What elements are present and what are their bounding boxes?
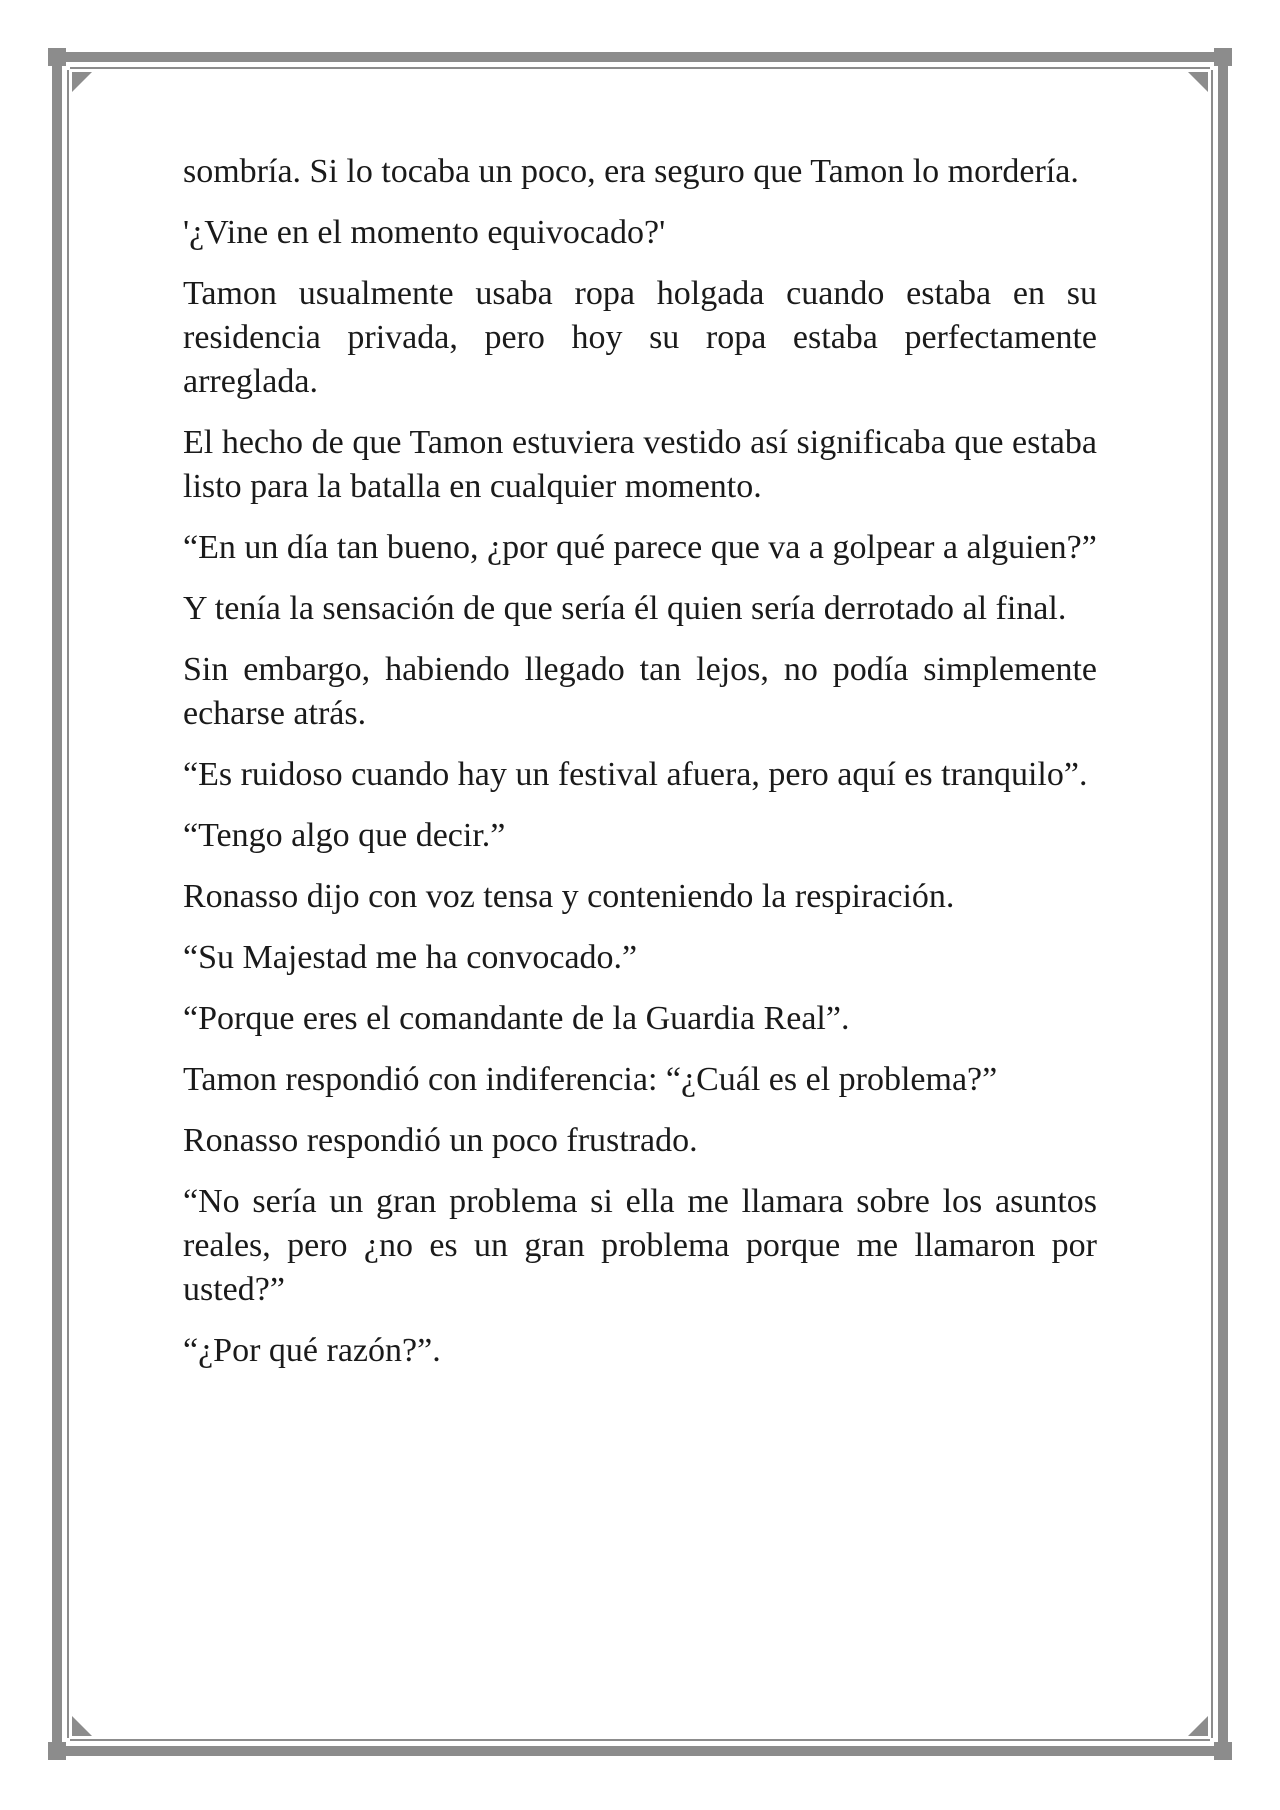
page-text: [183, 150, 1097, 1390]
corner-triangle-icon: [72, 72, 92, 92]
paragraph: sombría. Si lo tocaba un poco, era seguro que Tamon lo mordería.: [183, 153, 1079, 190]
corner-triangle-icon: [1188, 1716, 1208, 1736]
paragraph: Tamon respondió con indiferencia: “¿Cuál es el problema?”: [183, 1061, 998, 1098]
corner-square-bottom-right: [1214, 1742, 1232, 1760]
paragraph: “Es ruidoso cuando hay un festival afuera, pero aquí es tranquilo”.: [183, 756, 1088, 793]
paragraph: El hecho de que Tamon estuviera vestido así significaba que estaba listo para la batalla en cualquier momento.: [183, 424, 1097, 505]
paragraph: “No sería un gran problema si ella me llamara sobre los asuntos reales, pero ¿no es un gran problema porque me llamaron por usted?”: [183, 1183, 1097, 1308]
paragraph: “En un día tan bueno, ¿por qué parece que va a golpear a alguien?”: [183, 529, 1097, 566]
paragraph: “¿Por qué razón?”.: [183, 1332, 441, 1369]
paragraph: Y tenía la sensación de que sería él quien sería derrotado al final.: [183, 590, 1067, 627]
corner-triangle-icon: [1188, 72, 1208, 92]
paragraph: Ronasso dijo con voz tensa y conteniendo la respiración.: [183, 878, 955, 915]
corner-triangle-icon: [72, 1716, 92, 1736]
paragraph: “Tengo algo que decir.”: [183, 817, 506, 854]
corner-square-top-right: [1214, 48, 1232, 66]
paragraph: '¿Vine en el momento equivocado?': [183, 214, 666, 251]
border-top: [62, 52, 1218, 62]
paragraph: Sin embargo, habiendo llegado tan lejos, no podía simplemente echarse atrás.: [183, 651, 1097, 732]
paragraph: “Porque eres el comandante de la Guardia Real”.: [183, 1000, 850, 1037]
paragraph: Tamon usualmente usaba ropa holgada cuando estaba en su residencia privada, pero hoy su ropa estaba perfectamente arreglada.: [183, 275, 1097, 400]
border-left: [52, 62, 62, 1746]
paragraph: Ronasso respondió un poco frustrado.: [183, 1122, 698, 1159]
border-right: [1218, 62, 1228, 1746]
corner-square-top-left: [48, 48, 66, 66]
paragraph: “Su Majestad me ha convocado.”: [183, 939, 638, 976]
border-bottom: [62, 1746, 1218, 1756]
corner-square-bottom-left: [48, 1742, 66, 1760]
